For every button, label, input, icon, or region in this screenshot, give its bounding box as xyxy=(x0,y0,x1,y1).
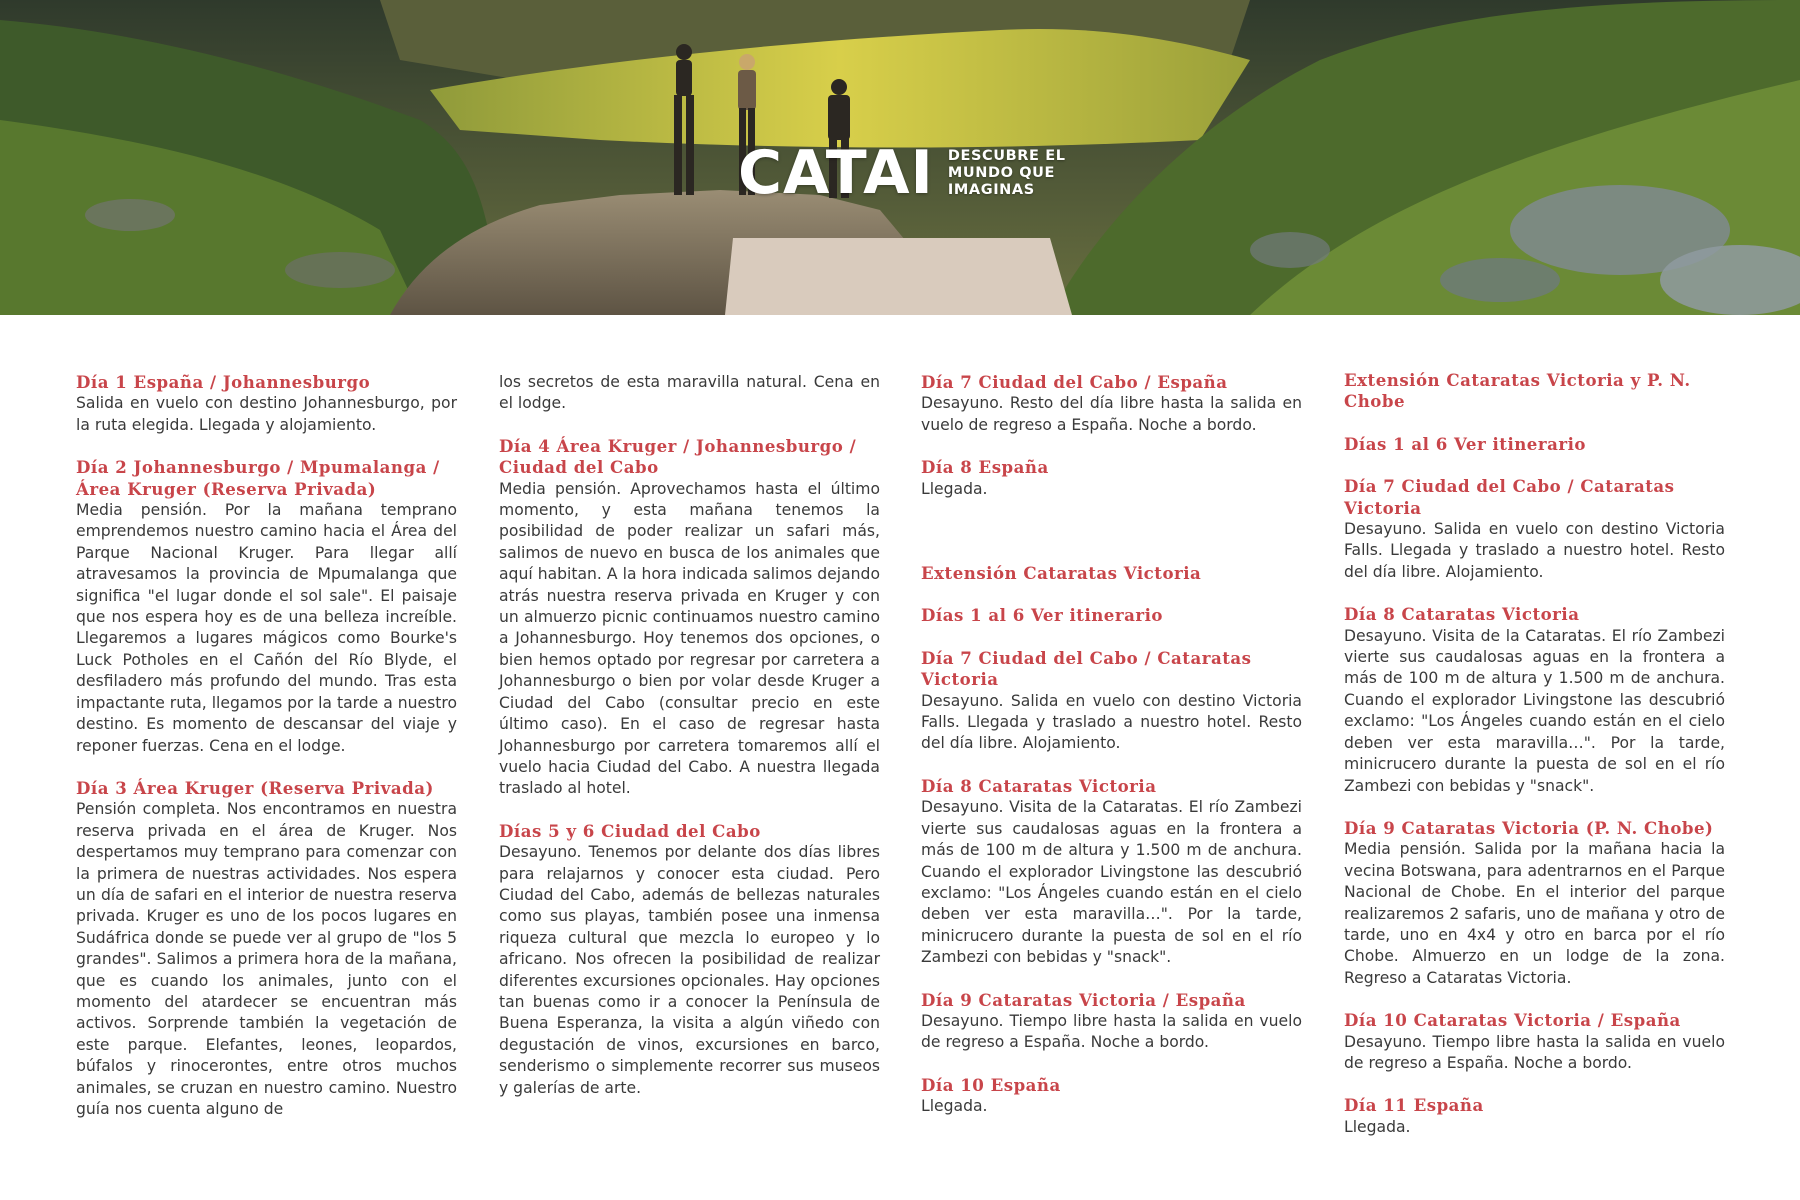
tagline-line: IMAGINAS xyxy=(947,181,1035,198)
day-heading: Día 9 Cataratas Victoria (P. N. Chobe) xyxy=(1344,817,1714,838)
itinerary-day xyxy=(499,821,880,1099)
day-description: Desayuno. Tiempo libre hasta la salida en vuelo de regreso a España. Noche a bordo. xyxy=(921,1011,1302,1052)
itinerary-day xyxy=(1344,476,1725,583)
itinerary-day xyxy=(1344,1010,1725,1074)
day-description: Desayuno. Resto del día libre hasta la salida en vuelo de regreso a España. Noche a bordo. xyxy=(921,394,1302,434)
itinerary-day xyxy=(921,457,1302,500)
section-spacer xyxy=(921,521,1302,563)
itinerary-day xyxy=(921,776,1302,969)
day-description: Llegada. xyxy=(921,1097,988,1116)
tagline-line: DESCUBRE EL xyxy=(947,147,1066,164)
itinerary-note xyxy=(1344,434,1725,455)
itinerary-day xyxy=(76,457,457,757)
day-description: Llegada. xyxy=(1344,1117,1411,1136)
note-heading: Días 1 al 6 Ver itinerario xyxy=(921,605,1163,626)
day-description: Desayuno. Salida en vuelo con destino Victoria Falls. Llegada y traslado a nuestro hotel. Resto del día libre. Alojamiento. xyxy=(1344,520,1725,581)
day-description: Llegada. xyxy=(921,479,988,498)
extension-heading: Extensión Cataratas Victoria y P. N. Chobe xyxy=(1344,370,1691,412)
itinerary-column-2 xyxy=(499,372,880,1120)
day-description: Desayuno. Tenemos por delante dos días libres para relajarnos y conocer esta ciudad. Pero Ciudad del Cabo, además de bellezas naturales como sus playas, también posee una inmensa riqueza cultural que mezcla lo europeo y lo africano. Nos ofrecen la posibilidad de realizar diferentes excursiones opcionales. Hay opciones tan buenas como ir a conocer la Península de Buena Esperanza, la visita a algún viñedo con degustación de vinos, excursiones en barco, senderismo o simplemente recorrer sus museos y galerías de arte. xyxy=(499,843,880,1097)
itinerary-note xyxy=(921,605,1302,626)
itinerary-column-3 xyxy=(921,372,1302,1139)
tagline-line: MUNDO QUE xyxy=(947,164,1055,181)
brand-name: CATAI xyxy=(738,138,934,208)
day-description: Pensión completa. Nos encontramos en nuestra reserva privada en el área de Kruger. Nos despertamos muy temprano para comenzar con la primera de nuestras actividades. Nos espera un día de safari en el interior de nuestra reserva privada. Kruger es uno de los pocos lugares en Sudáfrica donde se puede ver al grupo de "los 5 grandes". Salimos a primera hora de la mañana, que es cuando los animales, junto con el momento del atardecer se encuentran más activos. Sorprende también la vegetación de este parque. Elefantes, leones, leopardos, búfalos y rinocerontes, entre otros muchos animales, se cruzan en nuestro camino. Nuestro guía nos cuenta alguno de xyxy=(76,800,457,1118)
brand-logo xyxy=(738,138,1066,208)
itinerary-day xyxy=(1344,1095,1725,1138)
itinerary-content xyxy=(0,372,1800,1162)
itinerary-day xyxy=(1344,604,1725,797)
itinerary-day xyxy=(499,436,880,800)
day-heading: Días 5 y 6 Ciudad del Cabo xyxy=(499,820,761,841)
day-heading: Día 10 España xyxy=(921,1074,1061,1095)
extension-heading: Extensión Cataratas Victoria xyxy=(921,563,1202,584)
day-heading: Día 7 Ciudad del Cabo / España xyxy=(921,372,1228,392)
itinerary-day xyxy=(76,372,457,436)
day-heading: Día 8 Cataratas Victoria xyxy=(921,775,1157,796)
itinerary-day xyxy=(76,778,457,1121)
day-description: Salida en vuelo con destino Johannesburgo, por la ruta elegida. Llegada y alojamiento. xyxy=(76,394,457,434)
day-description: los secretos de esta maravilla natural. Cena en el lodge. xyxy=(499,373,880,413)
day-heading: Día 4 Área Kruger / Johannesburgo / Ciudad del Cabo xyxy=(499,435,857,478)
day-heading: Día 10 Cataratas Victoria / España xyxy=(1344,1010,1681,1031)
itinerary-day xyxy=(921,1075,1302,1118)
note-heading: Días 1 al 6 Ver itinerario xyxy=(1344,433,1586,454)
itinerary-day xyxy=(1344,818,1725,989)
day-description: Desayuno. Visita de la Cataratas. El río Zambezi vierte sus caudalosas aguas en la frontera a más de 100 m de altura y 1.500 m de anchura. Cuando el explorador Livingstone las descubrió exclamo: "Los Ángeles cuando están en el cielo deben ver esta maravilla…". Por la tarde, minicrucero durante la puesta de sol en el río Zambezi con bebidas y "snack". xyxy=(921,798,1302,967)
itinerary-day xyxy=(921,990,1302,1054)
day-description: Media pensión. Aprovechamos hasta el último momento, y esta mañana tenemos la posibilidad de poder realizar un safari más, salimos de nuevo en busca de los animales que aquí habitan. A la hora indicada salimos dejando atrás nuestra reserva privada en Kruger y con un almuerzo picnic continuamos nuestro camino a Johannesburgo. Hoy tenemos dos opciones, o bien hemos optado por regresar por carretera a Johannesburgo o bien por volar desde Kruger a Ciudad del Cabo (consultar precio en este último caso). En el caso de regresar hasta Johannesburgo por carretera tomaremos allí el vuelo hacia Ciudad del Cabo. A nuestra llegada traslado al hotel. xyxy=(499,479,880,798)
day-description: Media pensión. Salida por la mañana hacia la vecina Botswana, para adentrarnos en el Parque Nacional de Chobe. En el interior del parque realizaremos 2 safaris, uno de mañana y otro de tarde, uno en 4x4 y otro en barca por el río Chobe. Almuerzo en un lodge de la zona. Regreso a Cataratas Victoria. xyxy=(1344,840,1725,987)
day-heading: Día 1 España / Johannesburgo xyxy=(76,372,371,392)
hero-photo xyxy=(0,0,1800,315)
itinerary-day xyxy=(921,372,1302,436)
day-heading: Día 3 Área Kruger (Reserva Privada) xyxy=(76,777,434,798)
day-heading: Día 7 Ciudad del Cabo / Cataratas Victoria xyxy=(1344,476,1675,518)
day-heading: Día 7 Ciudad del Cabo / Cataratas Victoria xyxy=(921,647,1252,690)
day-description: Media pensión. Por la mañana temprano emprendemos nuestro camino hacia el Área del Parque Nacional Kruger. Para llegar allí atravesamos la provincia de Mpumalanga que significa "el lugar donde el sol sale". El paisaje que nos espera hoy es de una belleza increíble. Llegaremos a lugares mágicos como Bourke's Luck Potholes en el Cañón del Río Blyde, el desfiladero más profundo del mundo. Tras esta impactante ruta, llegamos por la tarde a nuestro destino. Es momento de descansar del viaje y reponer fuerzas. Cena en el lodge. xyxy=(76,501,457,755)
itinerary-column-4 xyxy=(1344,370,1725,1159)
itinerary-day xyxy=(921,648,1302,755)
extension-title xyxy=(921,563,1302,584)
day-heading: Día 11 España xyxy=(1344,1095,1484,1116)
day-heading: Día 8 España xyxy=(921,457,1049,478)
brand-tagline xyxy=(948,148,1066,199)
itinerary-day-continued xyxy=(499,372,880,415)
day-heading: Día 8 Cataratas Victoria xyxy=(1344,604,1580,625)
day-heading: Día 2 Johannesburgo / Mpumalanga / Área Kruger (Reserva Privada) xyxy=(76,457,440,499)
day-description: Desayuno. Salida en vuelo con destino Victoria Falls. Llegada y traslado a nuestro hotel. Resto del día libre. Alojamiento. xyxy=(921,691,1302,753)
extension-title xyxy=(1344,370,1725,413)
day-description: Desayuno. Tiempo libre hasta la salida en vuelo de regreso a España. Noche a bordo. xyxy=(1344,1032,1725,1072)
itinerary-column-1 xyxy=(76,372,457,1141)
day-heading: Día 9 Cataratas Victoria / España xyxy=(921,989,1246,1010)
day-description: Desayuno. Visita de la Cataratas. El río Zambezi vierte sus caudalosas aguas en la frontera a más de 100 m de altura y 1.500 m de anchura. Cuando el explorador Livingstone las descubrió exclamo: "Los Ángeles cuando están en el cielo deben ver esta maravilla…". Por la tarde, minicrucero durante la puesta de sol en el río Zambezi con bebidas y "snack". xyxy=(1344,626,1725,795)
